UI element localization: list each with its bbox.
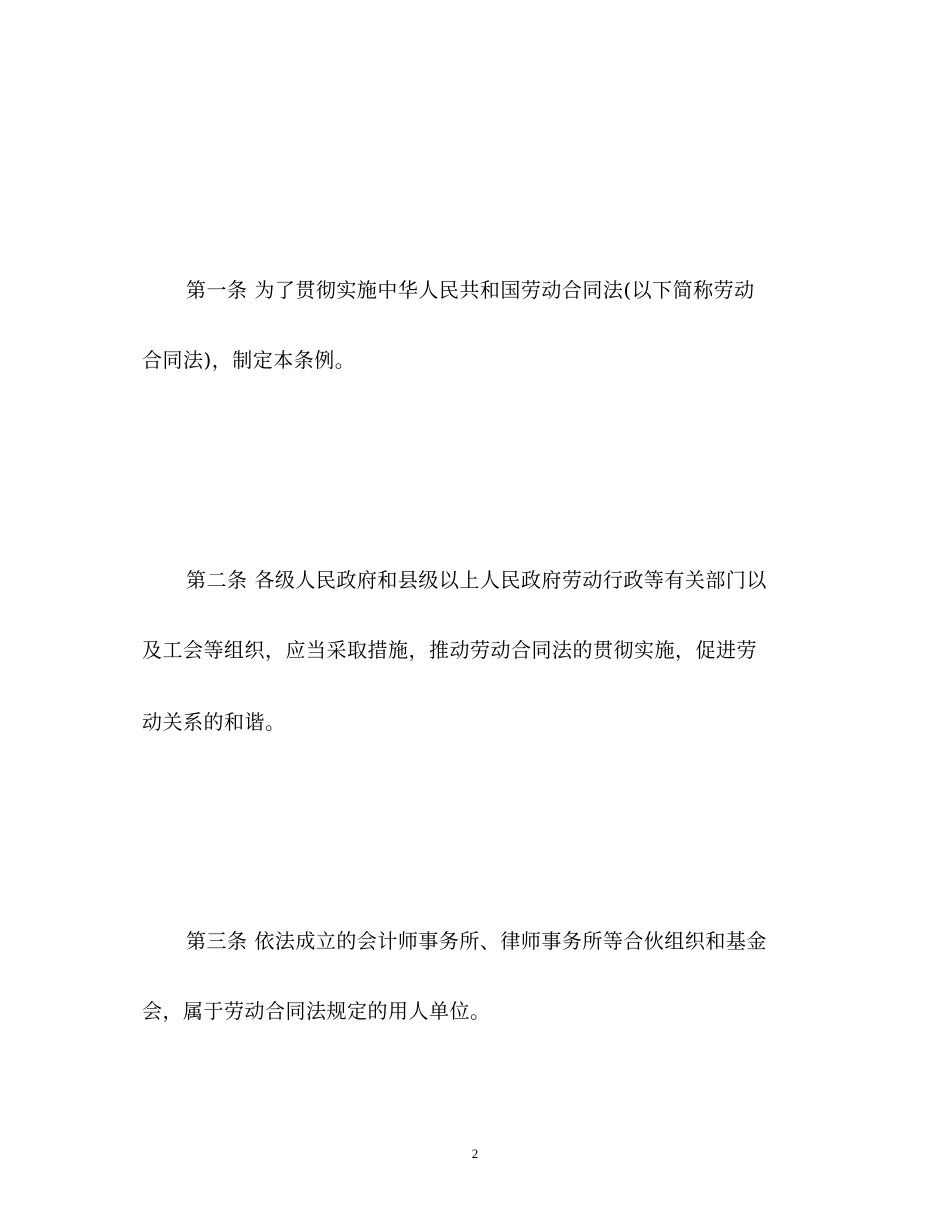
article-1-line-2: 合同法)，制定本条例。 bbox=[142, 348, 356, 372]
article-3-line-2: 会，属于劳动合同法规定的用人单位。 bbox=[142, 999, 491, 1023]
article-2-line-2: 及工会等组织，应当采取措施，推动劳动合同法的贯彻实施，促进劳 bbox=[142, 638, 757, 662]
article-3-line-1: 第三条 依法成立的会计师事务所、律师事务所等合伙组织和基金 bbox=[186, 929, 767, 953]
article-2-line-3: 动关系的和谐。 bbox=[142, 710, 286, 734]
article-2-line-1: 第二条 各级人民政府和县级以上人民政府劳动行政等有关部门以 bbox=[186, 568, 767, 592]
article-1-line-1: 第一条 为了贯彻实施中华人民共和国劳动合同法(以下简称劳动 bbox=[186, 278, 755, 302]
page-number: 2 bbox=[471, 1146, 479, 1161]
